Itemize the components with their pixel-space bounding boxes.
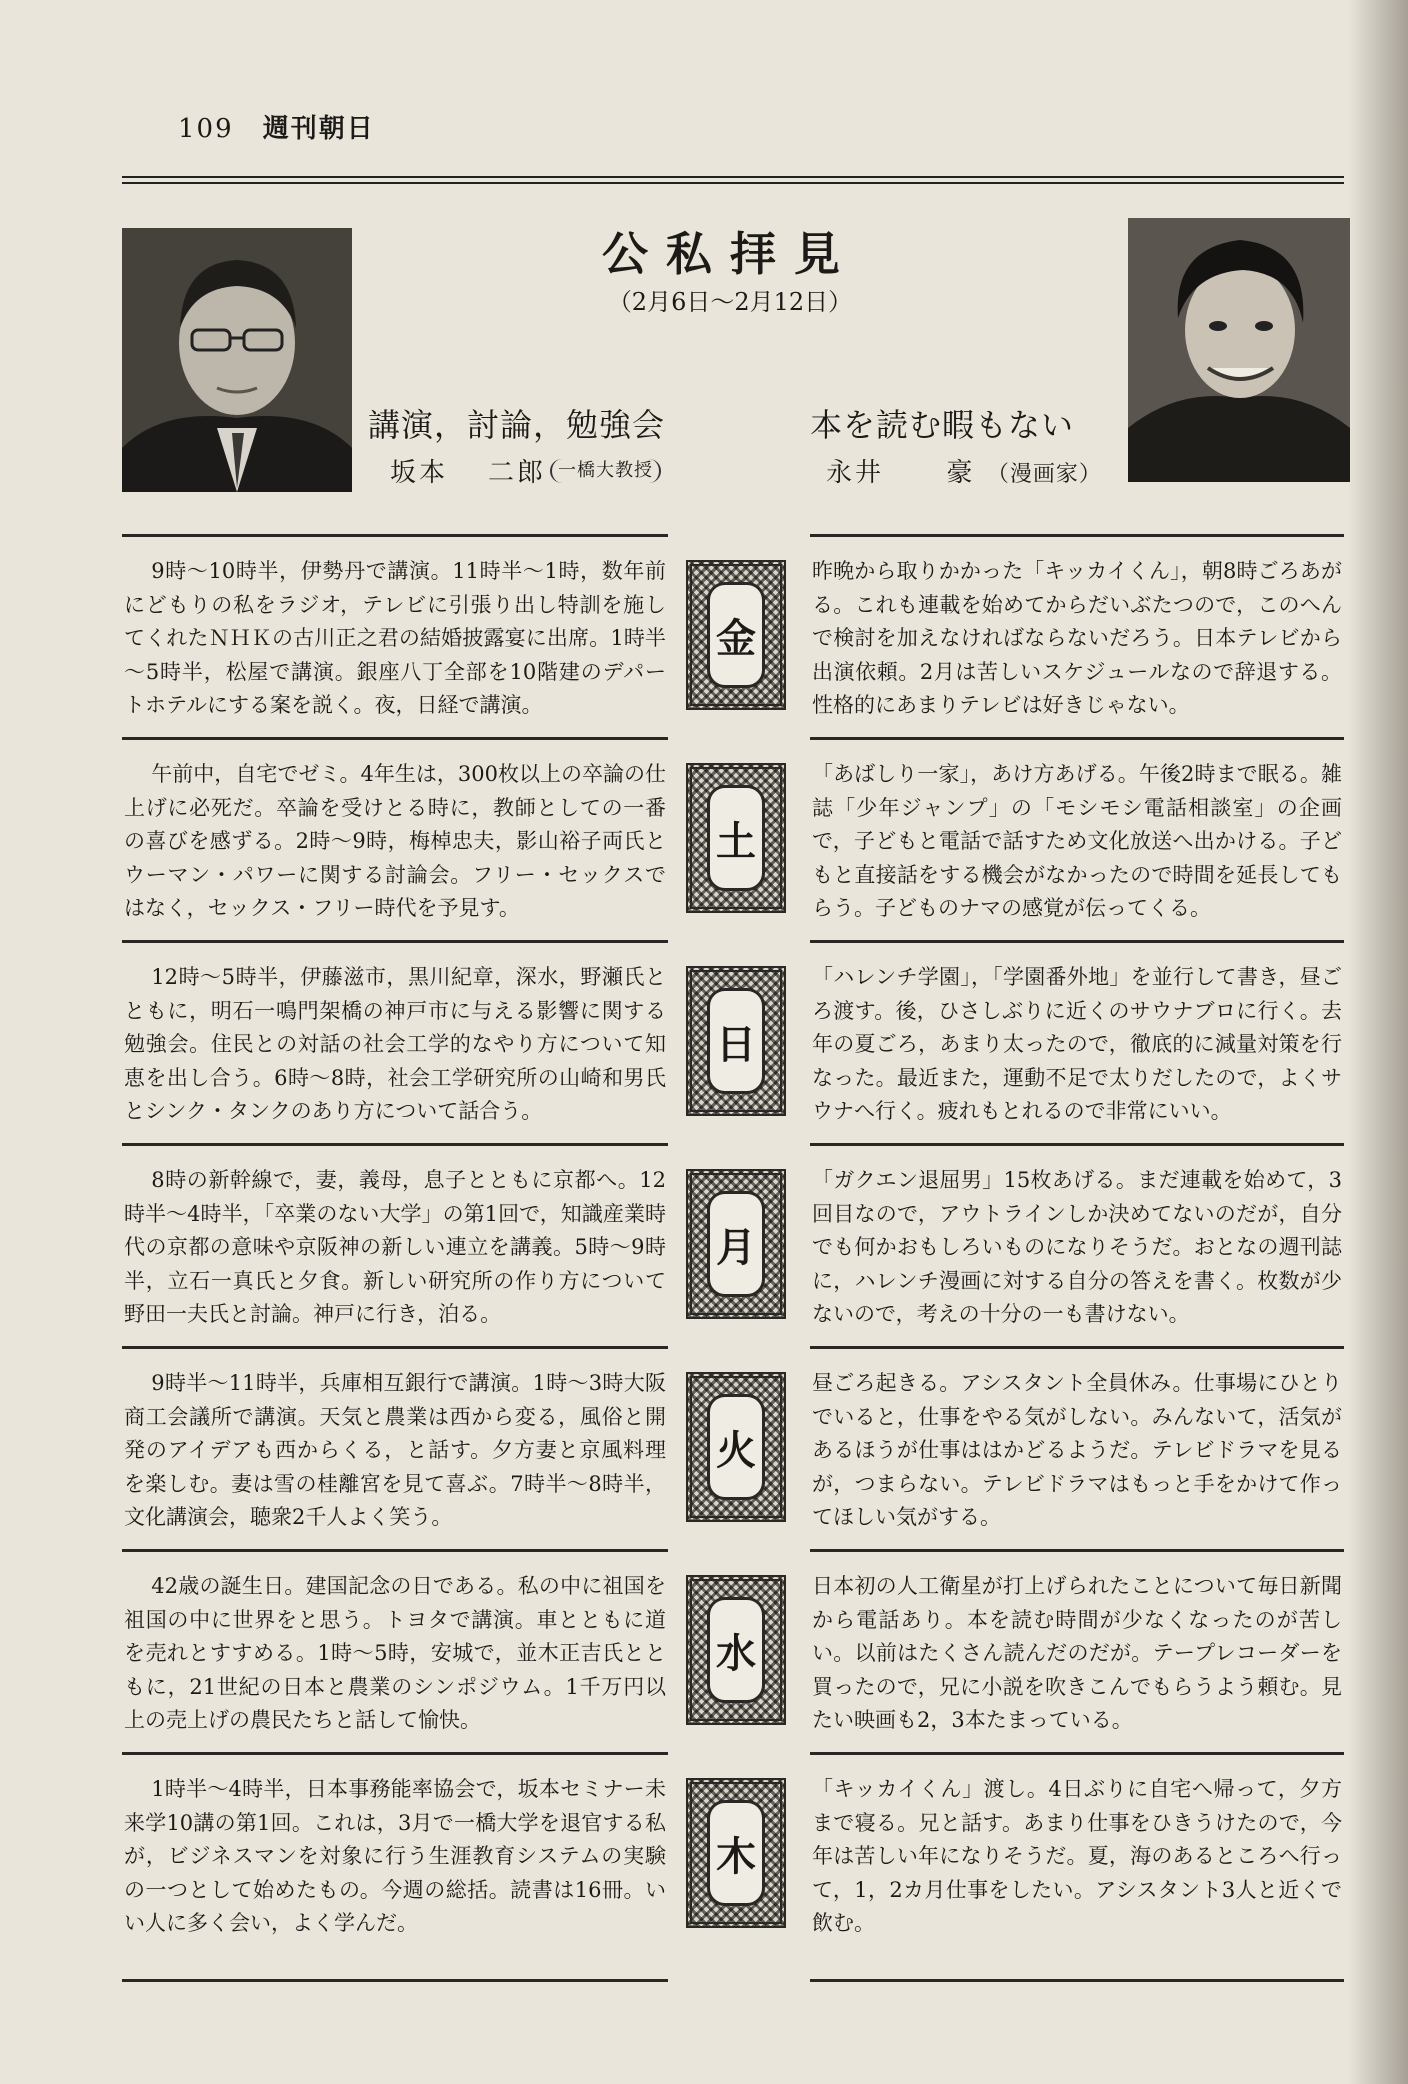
page-number: 109 bbox=[178, 114, 234, 144]
day-marker-thu bbox=[686, 1778, 786, 1928]
magazine-name: 週刊朝日 bbox=[262, 114, 375, 144]
right-entry-sat: 「あばしり一家」，あけ方あげる。午後2時まで眠る。雑誌「少年ジャンプ」の「モシモシ電話相談室」の企画で，子どもと電話で話すため文化放送へ出かける。子どもと直接話をする機会がなかったので時間を延長してもらう。子どものナマの感覚が伝ってくる。 bbox=[810, 737, 1344, 940]
left-entry-mon: 8時の新幹線で，妻，義母，息子とともに京都へ。12時半～4時半，「卒業のない大学」の第1回で，知識産業時代の京都の意味や京阪神の新しい連立を講義。5時～9時半，立石一真氏と夕食。新しい研究所の作り方について野田一夫氏と討論。神戸に行き，泊る。 bbox=[122, 1143, 668, 1346]
day-label: 日 bbox=[707, 988, 765, 1094]
right-name-family: 永井 bbox=[826, 458, 885, 488]
right-headline: 本を読む暇もない bbox=[810, 406, 1075, 444]
right-entry-sun: 「ハレンチ学園」，「学園番外地」を並行して書き，昼ごろ渡す。後，ひさしぶりに近くのサウナブロに行く。去年の夏ごろ，あまり太ったので，徹底的に減量対策を行なった。最近また，運動不足で太りだしたので，よくサウナへ行く。疲れもとれるので非常にいい。 bbox=[810, 940, 1344, 1143]
day-label: 金 bbox=[707, 582, 765, 688]
running-header bbox=[178, 108, 375, 145]
right-entry-wed: 日本初の人工衛星が打上げられたことについて毎日新聞から電話あり。本を読む時間が少なくなったのが苦しい。以前はたくさん読んだのだが。テープレコーダーを買ったので，兄に小説を吹きこんでもらうよう頼む。見たい映画も2，3本たまっている。 bbox=[810, 1549, 1344, 1752]
day-marker-sat bbox=[686, 763, 786, 913]
day-label: 月 bbox=[707, 1191, 765, 1297]
left-entry-wed: 42歳の誕生日。建国記念の日である。私の中に祖国を祖国の中に世界をと思う。トヨタで講演。車とともに道を売れとすすめる。1時～5時，安城で，並木正吉氏とともに，21世紀の日本と農業のシンポジウム。1千万円以上の売上げの農民たちと話して愉快。 bbox=[122, 1549, 668, 1752]
top-double-rule bbox=[122, 176, 1344, 184]
left-entry-fri: 9時～10時半，伊勢丹で講演。11時半～1時，数年前にどもりの私をラジオ，テレビに引張り出し特訓を施してくれたＮＨＫの古川正之君の結婚披露宴に出席。1時半～5時半，松屋で講演。銀座八丁全部を10階建のデパートホテルにする案を説く。夜，日経で講演。 bbox=[122, 534, 668, 737]
day-marker-mon bbox=[686, 1169, 786, 1319]
left-entry-sun: 12時～5時半，伊藤滋市，黒川紀章，深水，野瀬氏とともに，明石一鳴門架橋の神戸市に与える影響に関する勉強会。住民との対話の社会工学的なやり方について知恵を出し合う。6時～8時，社会工学研究所の山崎和男氏とシンク・タンクのあり方について話合う。 bbox=[122, 940, 668, 1143]
right-entry-fri: 昨晩から取りかかった「キッカイくん」，朝8時ごろあがる。これも連載を始めてからだいぶたつので，このへんで検討を加えなければならないだろう。日本テレビから出演依頼。2月は苦しいスケジュールなので辞退する。性格的にあまりテレビは好きじゃない。 bbox=[810, 534, 1344, 737]
left-headline: 講演，討論，勉強会 bbox=[368, 406, 666, 444]
day-label: 木 bbox=[707, 1800, 765, 1906]
right-diary-column bbox=[810, 534, 1344, 1982]
day-marker-tue bbox=[686, 1372, 786, 1522]
left-name-given: 二郎 bbox=[488, 458, 547, 488]
day-label: 土 bbox=[707, 785, 765, 891]
left-entry-tue: 9時半～11時半，兵庫相互銀行で講演。1時～3時大阪商工会議所で講演。天気と農業は西から変る，風俗と開発のアイデアも西からくる，と話す。夕方妻と京風料理を楽しむ。妻は雪の桂離宮を見て喜ぶ。7時半～8時半，文化講演会，聴衆2千人よく笑う。 bbox=[122, 1346, 668, 1549]
portrait-photo-right bbox=[1128, 218, 1350, 482]
right-role: （漫画家） bbox=[986, 462, 1102, 487]
day-label: 水 bbox=[707, 1597, 765, 1703]
left-entry-sat: 午前中，自宅でゼミ。4年生は，300枚以上の卒論の仕上げに必死だ。卒論を受けとる時に，教師としての一番の喜びを感ずる。2時～9時，梅棹忠夫，影山裕子両氏とウーマン・パワーに関する討論会。フリー・セックスではなく，セックス・フリー時代を予見す。 bbox=[122, 737, 668, 940]
day-marker-fri bbox=[686, 560, 786, 710]
left-diary-column bbox=[122, 534, 668, 1982]
day-marker-sun bbox=[686, 966, 786, 1116]
right-entry-mon: 「ガクエン退屈男」15枚あげる。まだ連載を始めて，3回目なので，アウトラインしか決めてないのだが，自分でも何かおもしろいものになりそうだ。おとなの週刊誌に，ハレンチ漫画に対する自分の答えを書く。枚数が少ないので，考えの十分の一も書けない。 bbox=[810, 1143, 1344, 1346]
left-byline bbox=[390, 452, 661, 489]
right-entry-thu: 「キッカイくん」渡し。4日ぶりに自宅へ帰って，夕方まで寝る。兄と話す。あまり仕事をひきうけたので，今年は苦しい年になりそうだ。夏，海のあるところへ行って，1，2カ月仕事をしたい。アシスタント3人と近くで飲む。 bbox=[810, 1752, 1344, 1982]
article-title: 公私拝見 bbox=[602, 227, 858, 281]
day-label: 火 bbox=[707, 1394, 765, 1500]
left-name-family: 坂本 bbox=[390, 458, 449, 488]
page-edge-shadow bbox=[1348, 0, 1408, 2084]
article-date-range: （2月6日～2月12日） bbox=[607, 288, 853, 316]
right-byline bbox=[826, 452, 1102, 489]
right-name-given: 豪 bbox=[946, 458, 976, 488]
left-entry-thu: 1時半～4時半，日本事務能率協会で，坂本セミナー未来学10講の第1回。これは，3月で一橋大学を退官する私が，ビジネスマンを対象に行う生涯教育システムの実験の一つとして始めたもの。今週の総括。読書は16冊。いい人に多く会い，よく学んだ。 bbox=[122, 1752, 668, 1982]
portrait-photo-left bbox=[122, 228, 352, 492]
day-marker-wed bbox=[686, 1575, 786, 1725]
right-entry-tue: 昼ごろ起きる。アシスタント全員休み。仕事場にひとりでいると，仕事をやる気がしない。みんないて，活気があるほうが仕事ははかどるようだ。テレビドラマを見るが，つまらない。テレビドラマはもっと手をかけて作ってほしい気がする。 bbox=[810, 1346, 1344, 1549]
left-role: 一橋大教授 bbox=[550, 459, 661, 483]
